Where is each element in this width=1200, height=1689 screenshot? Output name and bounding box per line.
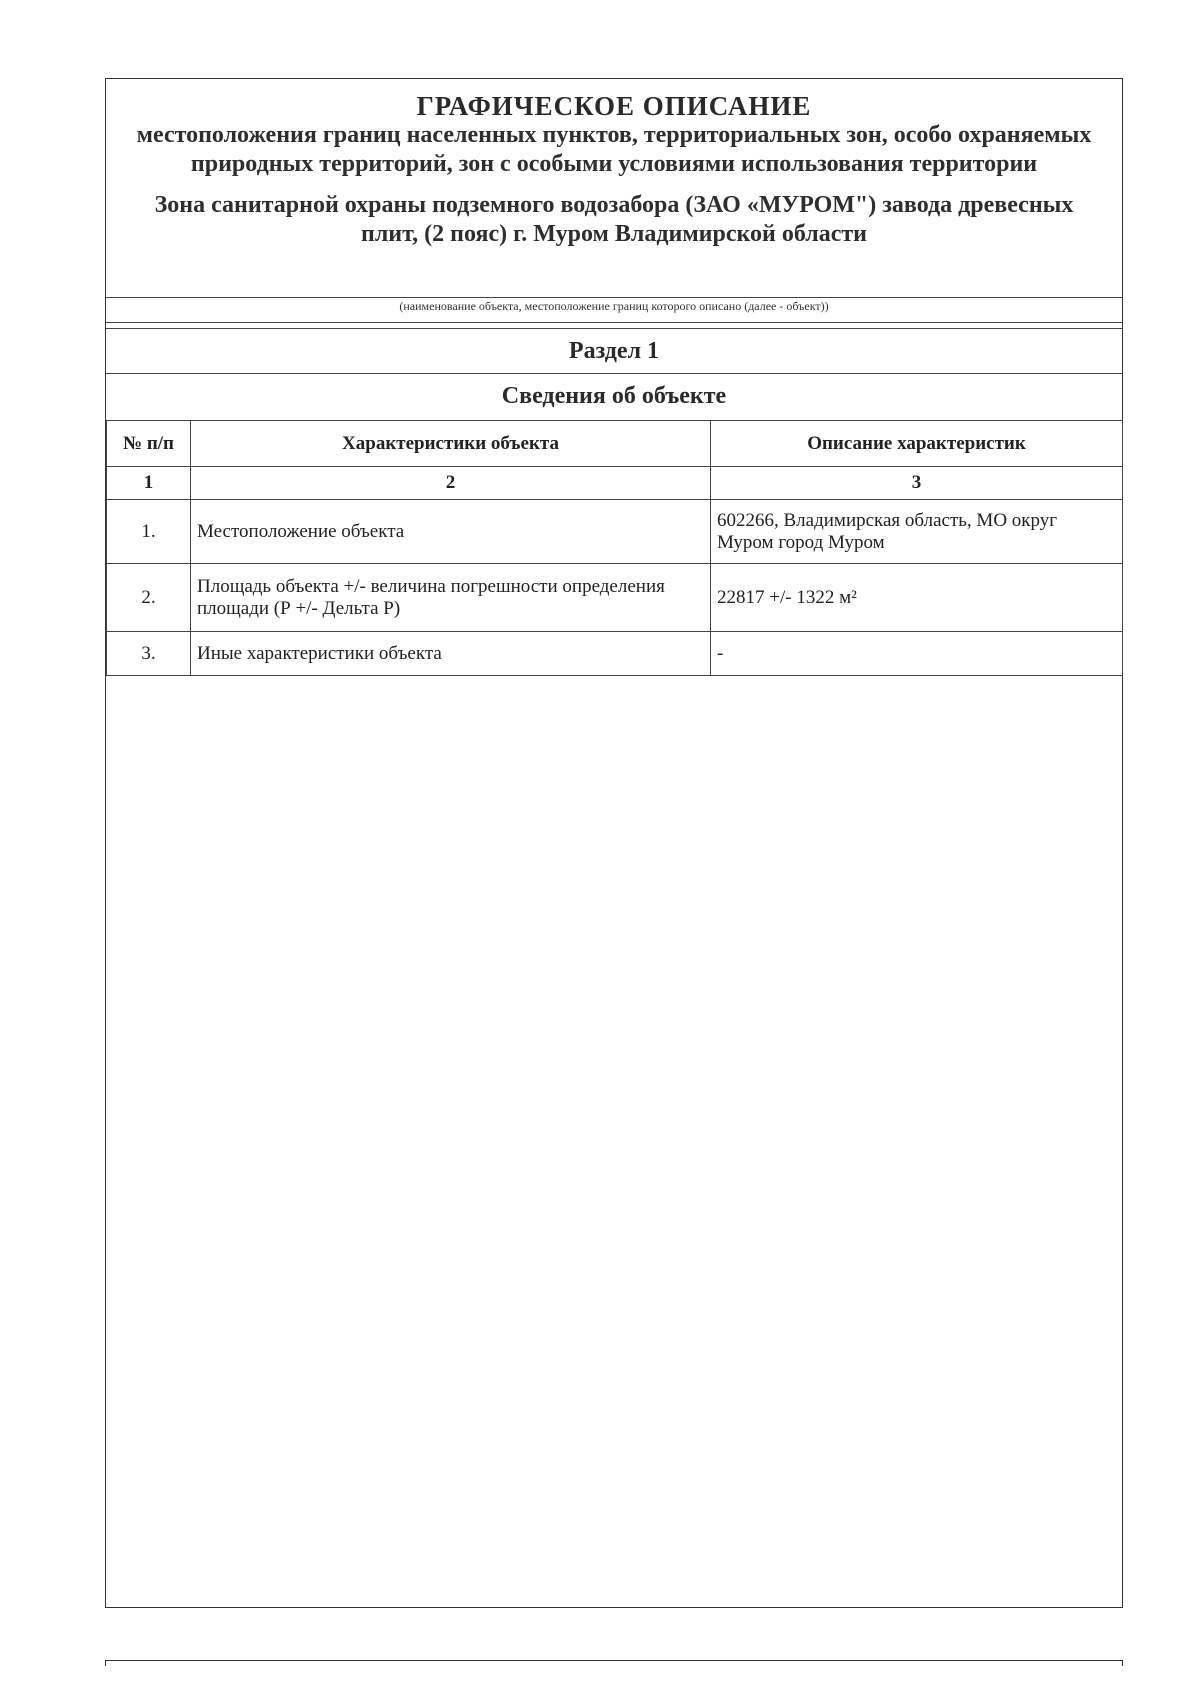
column-number-row: [107, 467, 1123, 500]
document-title: ГРАФИЧЕСКОЕ ОПИСАНИЕ: [416, 91, 812, 121]
column-number: 3: [711, 467, 1123, 500]
section-subtitle: Сведения об объекте: [501, 383, 727, 409]
bottom-border-tick: [105, 1660, 106, 1666]
table-row: [107, 564, 1123, 632]
document-frame: [105, 78, 1123, 1608]
column-header-number: № п/п: [107, 421, 191, 467]
row-number: 2.: [107, 564, 191, 632]
table-row: [107, 500, 1123, 564]
document-header: [106, 79, 1122, 297]
column-number: 1: [107, 467, 191, 500]
row-number: 1.: [107, 500, 191, 564]
row-description: 22817 +/- 1322 м²: [711, 564, 1123, 632]
row-description: -: [711, 632, 1123, 676]
section-title: Раздел 1: [568, 338, 660, 364]
divider: [106, 322, 1122, 323]
bottom-border-line: [105, 1660, 1123, 1661]
table-row: [107, 632, 1123, 676]
object-info-table: [106, 420, 1123, 676]
object-name: Зона санитарной охраны подземного водозабора (ЗАО «МУРОМ") завода древесных плит, (2 пояс) г. Муром Владимирской области: [154, 192, 1074, 247]
row-characteristic: Местоположение объекта: [191, 500, 711, 564]
row-characteristic: Иные характеристики объекта: [191, 632, 711, 676]
row-description: 602266, Владимирская область, МО округ Муром город Муром: [711, 500, 1123, 564]
document-subtitle: местоположения границ населенных пунктов, территориальных зон, особо охраняемых природных территорий, зон с особыми условиями использования территории: [136, 122, 1092, 177]
column-header-characteristic: Характеристики объекта: [191, 421, 711, 467]
column-number: 2: [191, 467, 711, 500]
object-name-caption: (наименование объекта, местоположение границ которого описано (далее - объект)): [399, 299, 829, 313]
row-characteristic: Площадь объекта +/- величина погрешности определения площади (Р +/- Дельта Р): [191, 564, 711, 632]
bottom-border-tick: [1122, 1660, 1123, 1666]
row-number: 3.: [107, 632, 191, 676]
table-header-row: [107, 421, 1123, 467]
column-header-description: Описание характеристик: [711, 421, 1123, 467]
